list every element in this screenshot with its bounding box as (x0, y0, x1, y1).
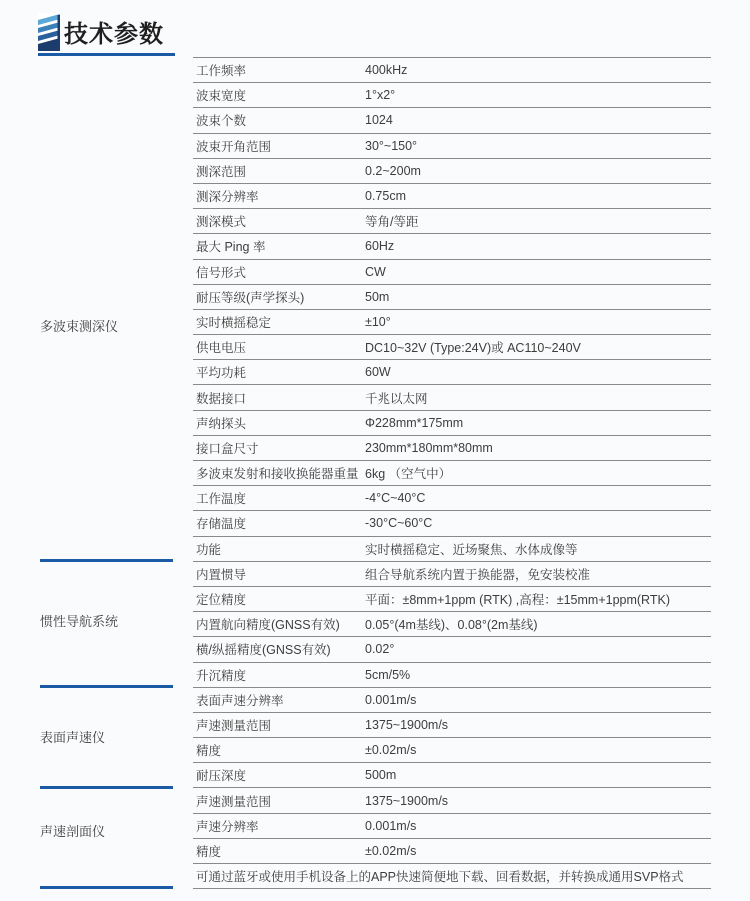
spec-row (193, 184, 711, 209)
param-value: ±10° (365, 314, 391, 329)
param-name: 信号形式 (196, 265, 247, 280)
param-value: 1024 (365, 113, 393, 128)
param-name: 精度 (196, 844, 222, 859)
param-value: 0.001m/s (365, 692, 417, 707)
param-value: 组合导航系统内置于换能器，免安装校准 (365, 567, 591, 582)
page-title: 技术参数 (64, 21, 164, 48)
param-name: 升沉精度 (196, 668, 247, 683)
footer-note-row (193, 864, 711, 889)
param-value: 50m (365, 289, 390, 304)
param-name: 声速测量范围 (196, 718, 272, 733)
spec-row (193, 713, 711, 738)
param-name: 声速测量范围 (196, 794, 272, 809)
param-name: 耐压等级(声学探头) (196, 290, 305, 305)
spec-row (193, 511, 711, 536)
section-label-surface-svs: 表面声速仪 (40, 730, 106, 745)
spec-row (193, 58, 711, 83)
param-name: 数据接口 (196, 391, 247, 406)
spec-row (193, 108, 711, 133)
param-value: 0.05°(4m基线)、0.08°(2m基线) (365, 618, 538, 633)
param-value: 0.75cm (365, 189, 406, 204)
param-value: ±0.02m/s (365, 843, 417, 858)
spec-row (193, 738, 711, 763)
spec-row (193, 486, 711, 511)
spec-row (193, 285, 711, 310)
param-name: 内置惯导 (196, 567, 247, 582)
param-name: 内置航向精度(GNSS有效) (196, 618, 340, 633)
param-name: 测深模式 (196, 215, 247, 230)
section-divider-line (40, 886, 173, 889)
param-value: Φ228mm*175mm (365, 415, 464, 430)
param-name: 横/纵摇精度(GNSS有效) (196, 643, 331, 658)
param-value: DC10~32V (Type:24V)或 AC110~240V (365, 341, 581, 356)
param-name: 波束开角范围 (196, 139, 272, 154)
spec-row (193, 310, 711, 335)
section-label-multibeam: 多波束测深仪 (40, 319, 119, 334)
param-value: CW (365, 264, 386, 279)
spec-row (193, 637, 711, 662)
section-divider-line (40, 685, 173, 688)
param-name: 定位精度 (196, 593, 247, 608)
spec-row (193, 663, 711, 688)
param-value: 30°~150° (365, 138, 418, 153)
param-name: 波束个数 (196, 114, 247, 129)
param-value: 230mm*180mm*80mm (365, 440, 493, 455)
param-value: 500m (365, 768, 397, 783)
param-value: 60W (365, 365, 391, 380)
param-value: 6kg （空气中） (365, 467, 452, 482)
param-value: ±0.02m/s (365, 743, 417, 758)
spec-row (193, 839, 711, 864)
param-value: 0.02° (365, 642, 395, 657)
spec-row (193, 260, 711, 285)
section-label-svp: 声速剖面仪 (40, 824, 106, 839)
param-name: 测深范围 (196, 164, 247, 179)
param-value: 1375~1900m/s (365, 717, 449, 732)
param-value: 1375~1900m/s (365, 793, 449, 808)
param-name: 存储温度 (196, 517, 247, 532)
param-name: 供电电压 (196, 341, 247, 356)
param-name: 多波束发射和接收换能器重量 (196, 467, 359, 482)
spec-row (193, 159, 711, 184)
param-name: 波束宽度 (196, 89, 247, 104)
param-name: 表面声速分辨率 (196, 693, 284, 708)
footer-note: 可通过蓝牙或使用手机设备上的APP快速简便地下载、回看数据，并转换成通用SVP格式 (196, 870, 684, 885)
param-value: -30°C~60°C (365, 516, 433, 531)
spec-row (193, 335, 711, 360)
section-label-inertial-nav: 惯性导航系统 (40, 614, 119, 629)
spec-row (193, 587, 711, 612)
param-name: 工作温度 (196, 492, 247, 507)
spec-table (193, 57, 711, 889)
param-value: -4°C~40°C (365, 491, 426, 506)
spec-row (193, 461, 711, 486)
param-value: 0.2~200m (365, 163, 421, 178)
param-name: 功能 (196, 542, 222, 557)
param-name: 耐压深度 (196, 769, 247, 784)
spec-row (193, 788, 711, 813)
param-value: 等角/等距 (365, 215, 419, 230)
spec-row (193, 83, 711, 108)
param-value: 60Hz (365, 239, 395, 254)
param-name: 精度 (196, 744, 222, 759)
spec-row (193, 688, 711, 713)
param-value: 千兆以太网 (365, 391, 428, 406)
spec-row (193, 209, 711, 234)
spec-row (193, 134, 711, 159)
param-name: 工作频率 (196, 64, 247, 79)
param-name: 实时横摇稳定 (196, 315, 272, 330)
spec-row (193, 436, 711, 461)
param-name: 声速分辨率 (196, 819, 259, 834)
spec-row (193, 612, 711, 637)
param-value: 平面：±8mm+1ppm (RTK) ,高程：±15mm+1ppm(RTK) (365, 593, 670, 608)
section-divider-line (40, 786, 173, 789)
striped-flag-icon (38, 13, 60, 51)
param-value: 实时横摇稳定、近场聚焦、水体成像等 (365, 542, 578, 557)
spec-row (193, 763, 711, 788)
param-value: 400kHz (365, 63, 408, 78)
param-value: 5cm/5% (365, 667, 411, 682)
param-value: 0.001m/s (365, 818, 417, 833)
spec-row (193, 360, 711, 385)
spec-row (193, 411, 711, 436)
param-name: 平均功耗 (196, 366, 247, 381)
param-value: 1°x2° (365, 88, 396, 103)
spec-row (193, 814, 711, 839)
title-underline (38, 53, 175, 56)
spec-row (193, 537, 711, 562)
param-name: 最大 Ping 率 (196, 240, 266, 255)
param-name: 接口盒尺寸 (196, 441, 259, 456)
section-divider-line (40, 559, 173, 562)
spec-row (193, 234, 711, 259)
spec-row (193, 562, 711, 587)
param-name: 声纳探头 (196, 416, 247, 431)
param-name: 测深分辨率 (196, 190, 259, 205)
spec-row (193, 385, 711, 410)
